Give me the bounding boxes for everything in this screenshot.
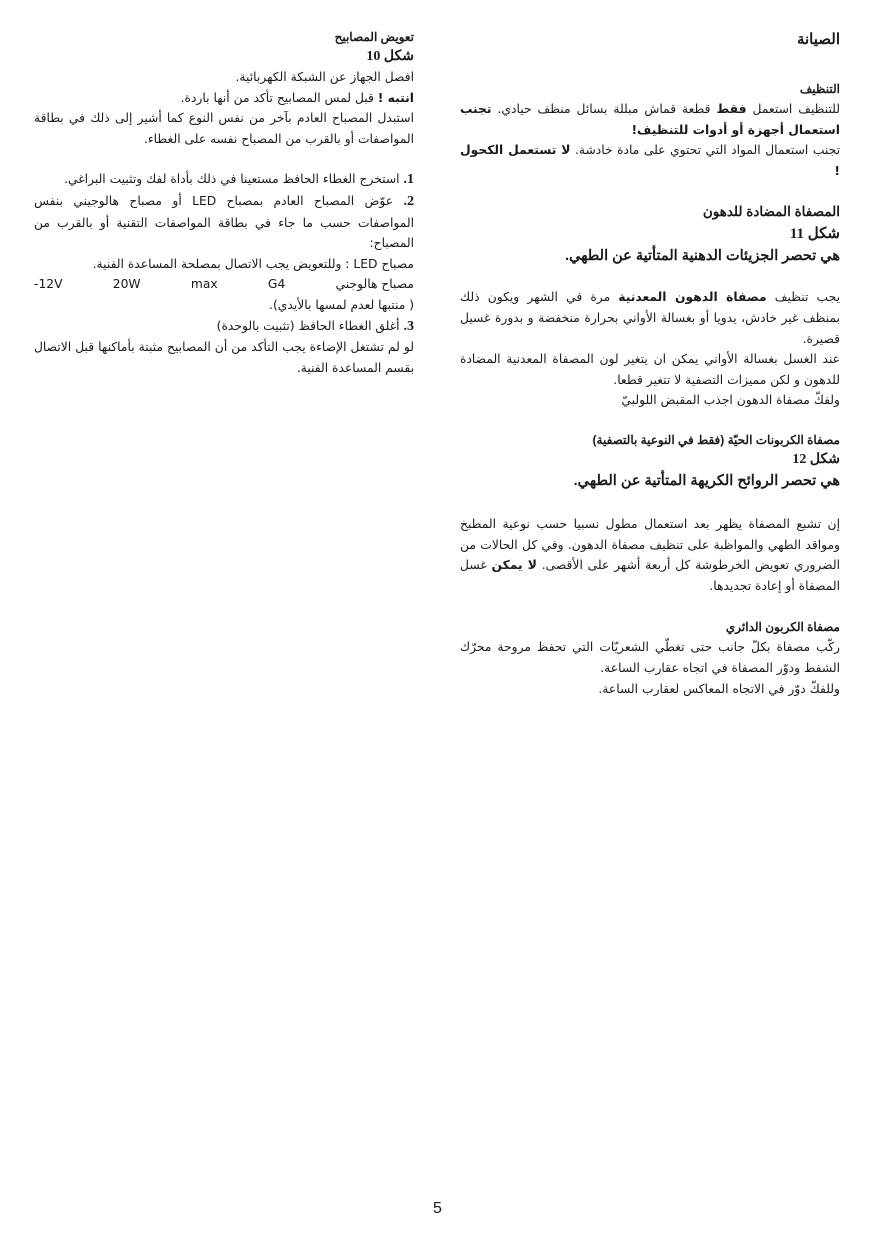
grease-filter-removal: ولفكّ مصفاة الدهون اجذب المقبض اللولبيّ [621, 393, 840, 408]
round-carbon-removal: وللفكّ دوّر في الاتجاه المعاكس لعقارب الساعة. [598, 681, 840, 696]
carbon-filter-paragraph: إن تشبع المصفاة يظهر بعد استعمال مطول نسبيا حسب نوعية المطبخ ومواقد الطهي والمواظبة على تنظيف مصفاة الدهون. وفي كل الحالات من الضروري تعويض الخرطوشة كل أربعة أشهر على الأقصى. لا يمكن غسل المصفاة أو إعادة تجديدها. [460, 516, 840, 593]
caution-note: انتبه ! قبل لمس المصابيح تأكد من أنها باردة. [180, 90, 414, 105]
replace-lamp-paragraph: استبدل المصباح العادم بآخر من نفس النوع كما أشير إلى ذلك في بطاقة المواصفات أو بالقرب من المصباح نفسه على الغطاء. [34, 111, 414, 146]
spec-max: max [190, 277, 218, 292]
led-lamp-note: مصباح LED : وللتعويض يجب الاتصال بمصلحة المساعدة الفنية. [92, 256, 414, 271]
figure-12-label: شكل 12 [792, 451, 840, 467]
cleaning-paragraph: للتنظيف استعمل فقط قطعة قماش مبللة بسائل منظف حيادي. تجنب استعمال أجهزة أو أدوات للتنظيف! [460, 102, 841, 137]
maintenance-column [460, 28, 840, 699]
disconnect-instruction: افصل الجهاز عن الشبكة الكهربائية. [235, 70, 414, 84]
round-carbon-heading: مصفاة الكربون الدائري [725, 620, 840, 635]
grease-filter-heading: المصفاة المضادة للدهون [702, 204, 840, 220]
lamp-replacement-title: تعويض المصابيح [334, 30, 414, 44]
maintenance-title: الصيانة [796, 31, 840, 48]
spec-wattage: 20W [112, 277, 141, 292]
halogen-handling-note: ( منتبها لعدم لمسها بالأيدي). [269, 297, 414, 312]
figure-11-label: شكل 11 [789, 226, 840, 243]
step-3: 3. أغلق الغطاء الحافظ (تثبيت بالوحدة) [216, 318, 414, 334]
cleaning-warning: تجنب استعمال المواد التي تحتوي على مادة خادشة. لا تستعمل الكحول ! [460, 143, 840, 178]
grease-filter-paragraph: يجب تنظيف مصفاة الدهون المعدنية مرة في الشهر ويكون ذلك بمنظف غير خادش، يدويا أو بغسالة الأواني بحرارة منخفضة و بدورة غسيل قصيرة. [460, 290, 840, 346]
grease-filter-dishwasher-note: عند الغسل بغسالة الأواني يمكن ان يتغير لون المصفاة المعدنية المضادة للدهون و لكن مميزات التصفية لا تتغير قطعا. [460, 352, 840, 387]
grease-filter-subtitle: هي تحصر الجزيئات الدهنية المتأتية عن الطهي. [564, 248, 840, 265]
step-1: 1. استخرج الغطاء الحافظ مستعينا في ذلك بأداة لفك وتثبيت البراغي. [64, 172, 414, 188]
halogen-label: مصباح هالوجني [335, 277, 414, 292]
page-number: 5 [433, 1200, 442, 1217]
lamp-replacement-column [34, 28, 414, 378]
lighting-check-note: لو لم تشتغل الإضاءة يجب التأكد من أن المصابيح مثبتة بأماكنها قبل الاتصال بقسم المساعدة الفنية. [34, 340, 414, 375]
halogen-spec-line [34, 274, 414, 295]
step-2: 2. عوّض المصباح العادم بمصباح LED أو مصباح هالوجيني بنفس المواصفات حسب ما جاء في بطاقة المواصفات التقنية أو بالقرب من المصباح: [34, 193, 414, 251]
cleaning-heading: التنظيف [799, 82, 840, 96]
carbon-filter-heading: مصفاة الكربونات الحيّة (فقط في النوعية بالتصفية) [592, 432, 840, 447]
spec-socket: G4 [267, 277, 286, 292]
carbon-filter-subtitle: هي تحصر الروائح الكريهة المتأتية عن الطهي. [573, 472, 840, 489]
round-carbon-install: ركّب مصفاة بكلّ جانب حتى تغطّي الشعريّات التي تحفظ مروحة محرّك الشفط ودوّر المصفاة في اتجاه عقارب الساعة. [460, 640, 840, 675]
figure-10-label: شكل 10 [366, 49, 414, 64]
spec-voltage: 12V- [34, 277, 63, 292]
